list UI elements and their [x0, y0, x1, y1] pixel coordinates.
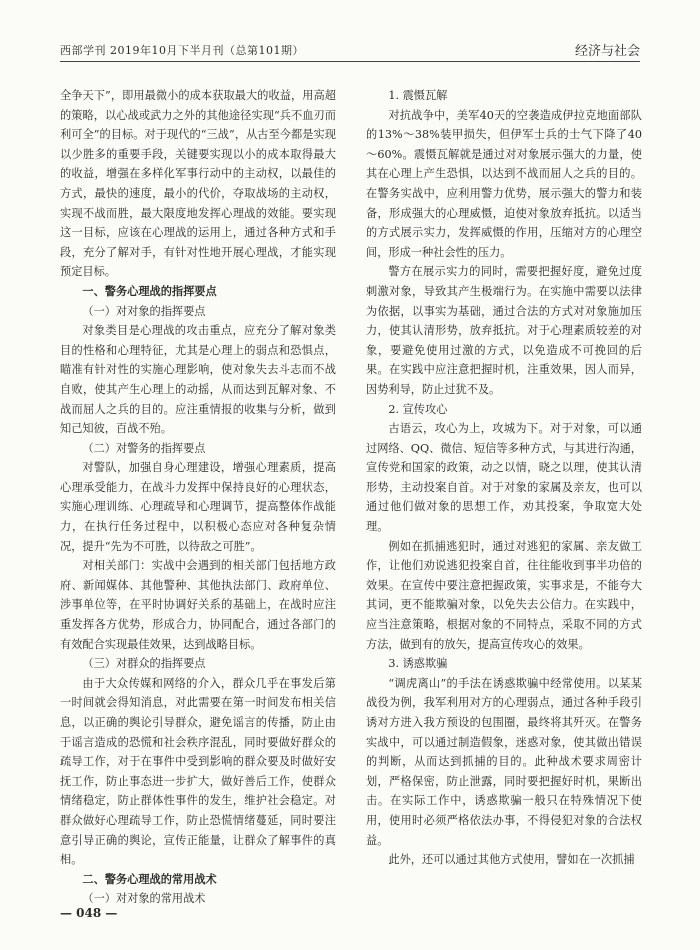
paragraph: 对象类目是心理战的攻击重点，应充分了解对象类目的性格和心理特征，尤其是心理上的弱点和恐惧点，瞄准有针对性的实施心理影响，使对象失去斗志而不战自败，使其产生心理上的动摇，从而达到瓦解对象、不战而屈人之兵的目的。应注重情报的收集与分析，做到知己知彼，百战不殆。	[60, 324, 336, 436]
right-column	[366, 86, 642, 870]
paragraph: 警方在展示实力的同时，需要把握好度，避免过度刺激对象，导致其产生极端行为。在实施中需要以法律为依据，以事实为基础，通过合法的方式对对象施加压力，使其认清形势，放弃抵抗。对于心理素质较差的对象，要避免使用过激的方式，以免造成不可挽回的后果。在实践中应注意把握时机，注重效果，因人而异，因势利导，防止过犹不及。	[366, 265, 642, 396]
paragraph: 古语云，攻心为上，攻城为下。对于对象，可以通过网络、QQ、微信、短信等多种方式，与其进行沟通，宣传党和国家的政策，动之以情，晓之以理，使其认清形势，主动投案自首。对于对象的家属及亲友，也可以通过他们做对象的思想工作，劝其投案，争取宽大处理。	[366, 422, 642, 534]
subsection-heading: （一）对对象的指挥要点	[82, 304, 206, 318]
subsection-heading: （一）对对象的常用战术	[82, 892, 206, 906]
paragraph: 由于大众传媒和网络的介入，群众几乎在事发后第一时间就会得知消息，对此需要在第一时间发布相关信息，以正确的舆论引导群众，避免谣言的传播，防止由于谣言造成的恐慌和社会秩序混乱，同时要做好群众的疏导工作，对于在事件中受到影响的群众要及时做好安抚工作，防止事态进一步扩大，做好善后工作，使群众情绪稳定，防止群体性事件的发生，维护社会稳定。对群众做好心理疏导工作，防止恐慌情绪蔓延，同时要注意引导正确的舆论，宣传正能量，让群众了解事件的真相。	[60, 676, 336, 867]
left-column	[60, 86, 336, 909]
subsection-heading: 2. 宣传攻心	[388, 402, 448, 416]
paragraph: 对警队，加强自身心理建设，增强心理素质，提高心理承受能力，在战斗力发挥中保持良好的心理状态，实施心理训练、心理疏导和心理调节，提高整体作战能力，在执行任务过程中，以积极心态应对各种复杂情况，提升“先为不可胜，以待敌之可胜”。	[60, 461, 336, 553]
subsection-heading: 1. 震慑瓦解	[388, 89, 448, 102]
paragraph: 全争天下”，即用最微小的成本获取最大的收益，用高超的策略，以心战或武力之外的其他途径实现“兵不血刃而利可全”的目标。对于现代的“三战”，从古至今都是实现以少胜多的重要手段，关键要实现以小的成本取得最大的收益，增强在多样化军事行动中的主动权，以最佳的方式，最快的速度，最小的代价，夺取战场的主动权，实现不战而胜，最大限度地发挥心理战的效能。要实现这一目标，应该在心理战的运用上，通过各种方式和手段，充分了解对手，有针对性地开展心理战，才能实现预定目标。	[60, 89, 336, 279]
header-rule	[60, 61, 640, 62]
page-header	[60, 38, 640, 62]
paragraph: 例如在抓捕逃犯时，通过对逃犯的家属、亲友做工作，让他们劝说逃犯投案自首，往往能收到事半功倍的效果。在宣传中要注意把握政策，实事求是，不能夸大其词，更不能欺骗对象，以免失去公信力。在实践中，应当注意策略，根据对象的不同特点，采取不同的方式方法，做到有的放矢，提高宣传攻心的效果。	[366, 539, 642, 651]
subsection-heading: 3. 诱惑欺骗	[388, 657, 448, 671]
paragraph: 此外，还可以通过其他方式使用，譬如在一次抓捕	[388, 853, 635, 867]
page-number: — 048 —	[60, 906, 118, 920]
paragraph: “调虎离山”的手法在诱惑欺骗中经常使用。以某某战役为例，我军利用对方的心理弱点，通过各种手段引诱对方进入我方预设的包围圈，最终将其歼灭。在警务实战中，可以通过制造假象，迷惑对象，使其做出错误的判断，从而达到抓捕的目的。此种战术要求周密计划，严格保密，防止泄露，同时要把握好时机，果断出击。在实际工作中，诱惑欺骗一般只在特殊情况下使用，使用时必须严格依法办事，不得侵犯对象的合法权益。	[366, 676, 642, 847]
journal-info: 西部学刊 2019年10月下半月刊（总第101期）	[60, 44, 304, 57]
section-heading: 一、警务心理战的指挥要点	[82, 283, 217, 298]
subsection-heading: （二）对警务的指挥要点	[82, 441, 206, 455]
section-title: 经济与社会	[574, 44, 640, 59]
section-heading: 二、警务心理战的常用战术	[82, 871, 217, 886]
subsection-heading: （三）对群众的指挥要点	[82, 657, 206, 671]
paragraph: 对相关部门：实战中会遇到的相关部门包括地方政府、新闻媒体、其他警种、其他执法部门、政府单位、涉事单位等，在平时协调好关系的基础上，在战时应注重发挥各方优势，形成合力，协同配合，通过各部门的有效配合实现最佳效果，达到战略目标。	[60, 559, 336, 651]
paragraph: 对抗战争中，美军40天的空袭造成伊拉克地面部队的13%～38%装甲损失，但伊军士兵的士气下降了40～60%。震慑瓦解就是通过对对象展示强大的力量，使其在心理上产生恐惧，以达到不战而屈人之兵的目的。在警务实战中，应利用警力优势，展示强大的警力和装备，形成强大的心理威慑，迫使对象放弃抵抗。以适当的方式展示实力，发挥威慑的作用，压缩对方的心理空间，形成一种社会性的压力。	[366, 108, 642, 259]
